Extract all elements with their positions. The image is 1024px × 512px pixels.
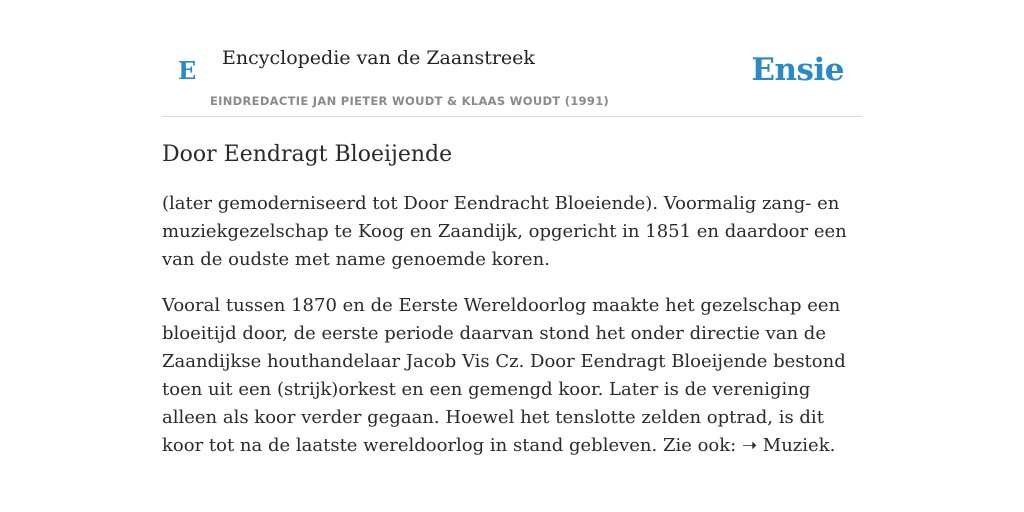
paragraph: (later gemoderniseerd tot Door Eendracht Bloeiende). Voormalig zang- en muziekgezelschap te Koog en Zaandijk, opgericht in 1851 en daardoor een van de oudste met name genoemde koren. — [162, 193, 847, 270]
paragraph-text: Vooral tussen 1870 en de Eerste Wereldoorlog maakte het gezelschap een bloeitijd door, de eerste periode daarvan stond het onder directie van de Zaandijkse houthandelaar Jacob Vis Cz. Door Eendragt Bloeijende bestond toen uit een (strijk)orkest en een gemengd koor. Later is de vereniging alleen als koor verder gegaan. Hoewel het tenslotte zelden optrad, is dit koor tot na de laatste wereldoorlog in stand gebleven. Zie ook: — [162, 295, 846, 456]
see-also-link-muziek[interactable]: ➝ Muziek — [741, 435, 830, 456]
brand-logo[interactable]: Ensie — [751, 52, 844, 88]
paragraph — [162, 292, 862, 460]
paragraph-end: . — [829, 435, 836, 456]
book-title[interactable]: Encyclopedie van de Zaanstreek — [222, 47, 535, 69]
logo-letter[interactable]: E — [178, 56, 197, 85]
article-title: Door Eendragt Bloeijende — [162, 142, 453, 167]
editors-credit: EINDREDACTIE JAN PIETER WOUDT & KLAAS WOUDT (1991) — [210, 94, 610, 108]
site-header — [162, 0, 862, 117]
article — [162, 138, 862, 460]
